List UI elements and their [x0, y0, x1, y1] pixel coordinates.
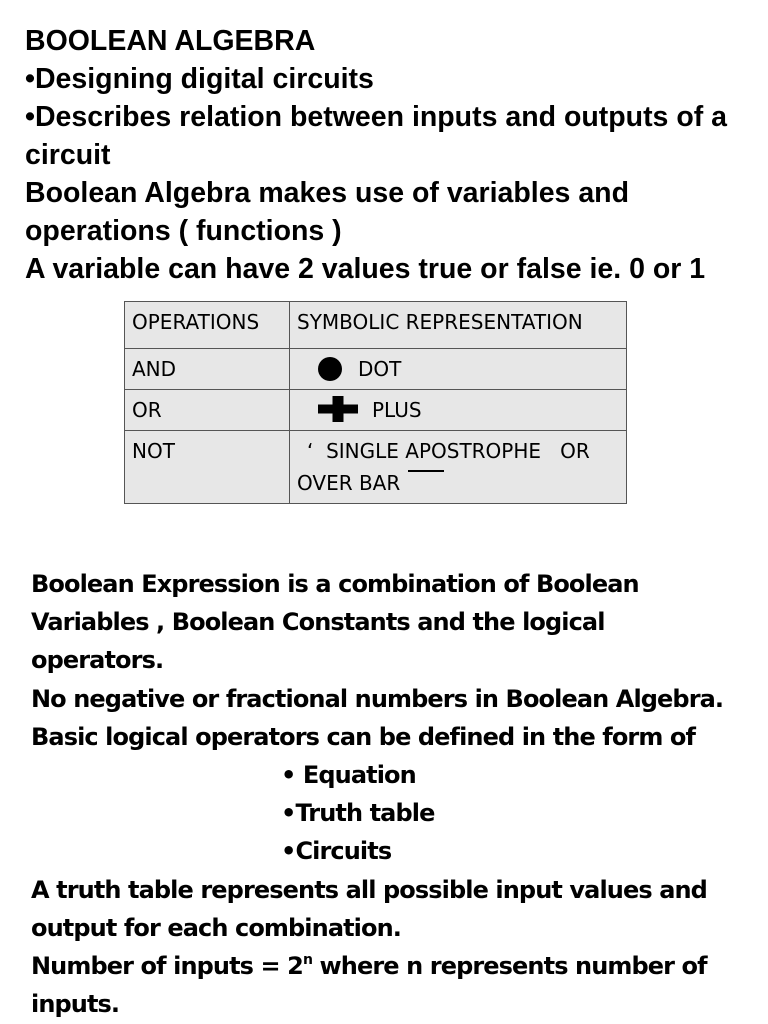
- header-operations: OPERATIONS: [125, 302, 290, 349]
- operation-or: OR: [125, 390, 290, 431]
- symbol-cell-not: [290, 431, 627, 504]
- list-item-circuits: •Circuits: [281, 837, 392, 866]
- formula-suffix: where n represents number of: [312, 952, 707, 981]
- symbol-label-plus: PLUS: [372, 398, 422, 422]
- no-negative-line: No negative or fractional numbers in Boolean Algebra.: [31, 684, 724, 713]
- symbol-label-apostrophe: ‘ SINGLE APOSTROPHE OR: [307, 439, 590, 463]
- symbol-cell-and: [290, 349, 627, 390]
- inputs-formula-line: [31, 947, 756, 985]
- inputs-line-end: inputs.: [31, 990, 120, 1019]
- basic-operators-line: Basic logical operators can be defined in the form of: [31, 722, 696, 751]
- operation-and: AND: [125, 349, 290, 390]
- values-paragraph: A variable can have 2 values true or false ie. 0 or 1: [25, 253, 706, 285]
- symbol-overbar-line: [297, 467, 619, 499]
- expression-line-3: operators.: [31, 646, 164, 675]
- symbol-cell-or: [290, 390, 627, 431]
- header-symbolic: SYMBOLIC REPRESENTATION: [290, 302, 627, 349]
- expression-line-2: Variables , Boolean Constants and the logical: [31, 608, 605, 637]
- intro-section: [25, 22, 755, 288]
- truth-table-line-1: A truth table represents all possible input values and: [31, 875, 707, 904]
- table-row: [125, 431, 627, 504]
- formula-prefix: Number of inputs = 2: [31, 952, 303, 981]
- symbol-label-dot: DOT: [358, 357, 402, 381]
- bullet-designing: •Designing digital circuits: [25, 63, 374, 95]
- plus-icon: [318, 396, 358, 422]
- expression-line-1: Boolean Expression is a combination of Boolean: [31, 570, 639, 598]
- table-header-row: [125, 302, 627, 349]
- list-item-truth-table: •Truth table: [281, 799, 435, 828]
- overbar-icon: [408, 470, 444, 472]
- bullet-describes: •Describes relation between inputs and outputs of a circuit: [25, 101, 727, 171]
- operation-not: NOT: [125, 431, 290, 504]
- symbol-label-overbar: OVER BAR: [297, 471, 401, 495]
- formula-exponent: n: [302, 952, 313, 969]
- table-row: [125, 349, 627, 390]
- slide-title: BOOLEAN ALGEBRA: [25, 25, 316, 57]
- truth-table-line-2: output for each combination.: [31, 913, 402, 942]
- list-item-equation: • Equation: [281, 761, 416, 790]
- variables-paragraph: Boolean Algebra makes use of variables and operations ( functions ): [25, 177, 629, 247]
- expression-section: [31, 565, 756, 1023]
- dot-icon: [318, 357, 342, 381]
- operations-table: [124, 301, 627, 504]
- table-row: [125, 390, 627, 431]
